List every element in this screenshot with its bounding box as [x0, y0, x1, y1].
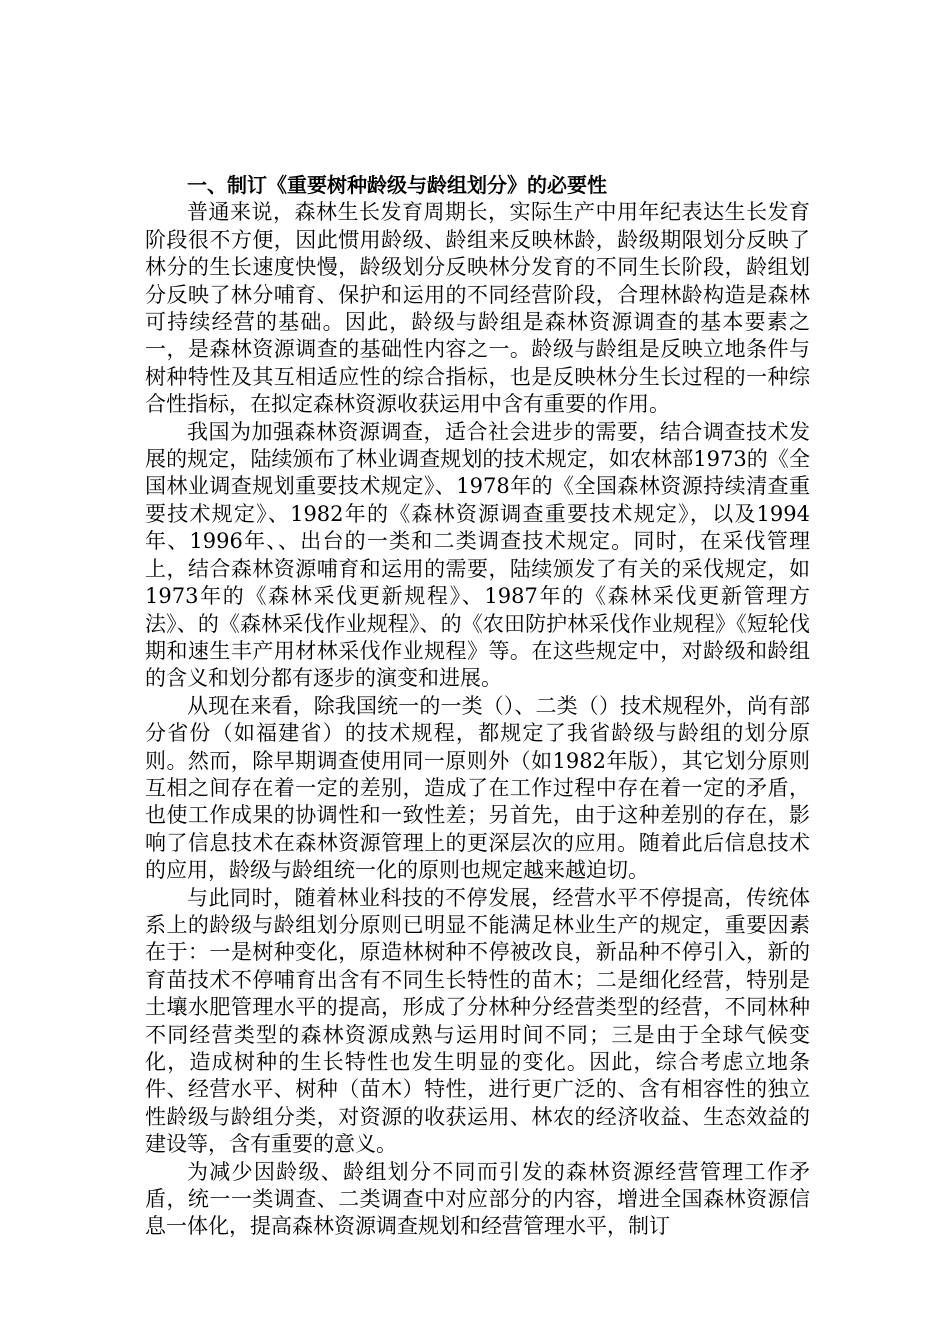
document-page	[145, 172, 810, 1241]
paragraph-3: 从现在来看，除我国统一的一类（）、二类（）技术规程外，尚有部分省份（如福建省）的技术规程，都规定了我省龄级与龄组的划分原则。然而，除早期调查使用同一原则外（如1982年版），其它划分原则互相之间存在着一定的差别，造成了在工作过程中存在着一定的矛盾，也使工作成果的协调性和一致性差；另首先，由于这种差别的存在，影响了信息技术在森林资源管理上的更深层次的应用。随着此后信息技术的应用，龄级与龄组统一化的原则也规定越来越迫切。	[145, 693, 810, 883]
paragraph-1: 普通来说，森林生长发育周期长，实际生产中用年纪表达生长发育阶段很不方便，因此惯用龄级、龄组来反映林龄，龄级期限划分反映了林分的生长速度快慢，龄级划分反映林分发育的不同生长阶段，龄组划分反映了林分哺育、保护和运用的不同经营阶段，合理林龄构造是森林可持续经营的基础。因此，龄级与龄组是森林资源调查的基本要素之一，是森林资源调查的基础性内容之一。龄级与龄组是反映立地条件与树种特性及其互相适应性的综合指标，也是反映林分生长过程的一种综合性指标，在拟定森林资源收获运用中含有重要的作用。	[145, 200, 810, 417]
paragraph-4: 与此同时，随着林业科技的不停发展，经营水平不停提高，传统体系上的龄级与龄组划分原则已明显不能满足林业生产的规定，重要因素在于：一是树种变化，原造林树种不停被改良，新品种不停引入，新的育苗技术不停哺育出含有不同生长特性的苗木；二是细化经营，特别是土壤水肥管理水平的提高，形成了分林种分经营类型的经营，不同林种不同经营类型的森林资源成熟与运用时间不同；三是由于全球气候变化，造成树种的生长特性也发生明显的变化。因此，综合考虑立地条件、经营水平、树种（苗木）特性，进行更广泛的、含有相容性的独立性龄级与龄组分类，对资源的收获运用、林农的经济收益、生态效益的建设等，含有重要的意义。	[145, 885, 810, 1157]
paragraph-5: 为减少因龄级、龄组划分不同而引发的森林资源经营管理工作矛盾，统一一类调查、二类调查中对应部分的内容，增进全国森林资源信息一体化，提高森林资源调查规划和经营管理水平，制订	[145, 1159, 810, 1239]
section-heading: 一、制订《重要树种龄级与龄组划分》的必要性	[187, 173, 607, 197]
paragraph-2: 我国为加强森林资源调查，适合社会进步的需要，结合调查技术发展的规定，陆续颁布了林业调查规划的技术规定，如农林部1973的《全国林业调查规划重要技术规定》、1978年的《全国森林资源持续清查重要技术规定》、1982年的《森林资源调查重要技术规定》，以及1994年、1996年、、出台的一类和二类调查技术规定。同时，在采伐管理上，结合森林资源哺育和运用的需要，陆续颁发了有关的采伐规定，如1973年的《森林采伐更新规程》、1987年的《森林采伐更新管理方法》、的《森林采伐作业规程》、的《农田防护林采伐作业规程》《短轮伐期和速生丰产用材林采伐作业规程》等。在这些规定中，对龄级和龄组的含义和划分都有逐步的演变和进展。	[145, 419, 810, 691]
